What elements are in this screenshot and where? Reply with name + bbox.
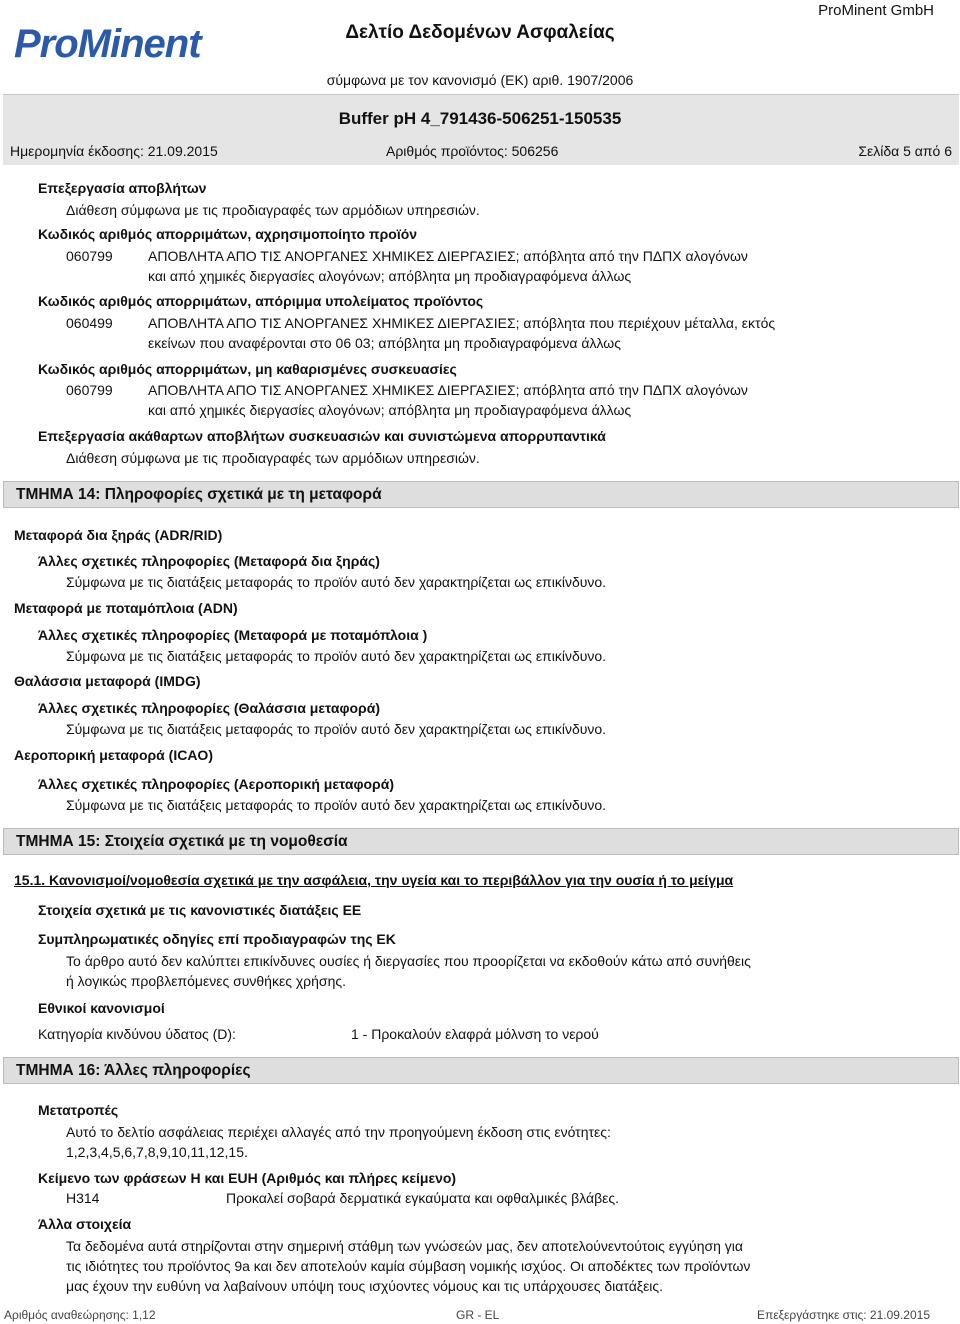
unused-line2: και από χημικές διεργασίες αλογόνων; απόβλητα μη προδιαγραφόμενα άλλως: [148, 268, 632, 284]
company-name: ProMinent GmbH: [818, 2, 934, 19]
icao-heading: Αεροπορική μεταφορά (ICAO): [14, 747, 213, 763]
section-15-title: ΤΜΗΜΑ 15: Στοιχεία σχετικά με τη νομοθεσία: [16, 833, 348, 850]
national-heading: Εθνικοί κανονισμοί: [38, 1000, 165, 1016]
section-15-header: [3, 828, 959, 855]
logo-text: ProMinent: [14, 22, 201, 66]
adr-not-dangerous: Σύμφωνα με τις διατάξεις μεταφοράς το προϊόν αυτό δεν χαρακτηρίζεται ως επικίνδυνο.: [66, 574, 607, 590]
section-14-header: [3, 481, 959, 508]
waste-disposal: Διάθεση σύμφωνα με τις προδιαγραφές των αρμόδιων υπηρεσιών.: [66, 202, 480, 218]
contaminated-heading: Επεξεργασία ακάθαρτων αποβλήτων συσκευασιών και συνιστώμενα απορρυπαντικά: [38, 428, 606, 444]
eu-regulations-heading: Στοιχεία σχετικά με τις κανονιστικές διατάξεις ΕΕ: [38, 902, 362, 918]
icao-not-dangerous: Σύμφωνα με τις διατάξεις μεταφοράς το προϊόν αυτό δεν χαρακτηρίζεται ως επικίνδυνο.: [66, 797, 607, 813]
adr-other: Άλλες σχετικές πληροφορίες (Μεταφορά δια ξηράς): [38, 553, 380, 569]
icao-other: Άλλες σχετικές πληροφορίες (Αεροπορική μεταφορά): [38, 776, 394, 792]
residue-heading: Κωδικός αριθμός απορριμάτων, απόριμμα υπολείματος προϊόντος: [38, 293, 484, 309]
other-line2: τις ιδιότητες του προϊόντος 9a και δεν αποτελούν καμία σύμβαση νομικής ισχύος. Οι αποδέκτες των προϊόντων: [66, 1258, 751, 1274]
page-number: Σελίδα 5 από 6: [858, 143, 952, 159]
residue-line1: ΑΠΟΒΛΗΤΑ ΑΠΟ ΤΙΣ ΑΝΟΡΓΑΝΕΣ ΧΗΜΙΚΕΣ ΔΙΕΡΓΑΣΙΕΣ; απόβλητα που περιέχουν μέταλλα, εκτός: [148, 315, 776, 331]
packaging-line2: και από χημικές διεργασίες αλογόνων; απόβλητα μη προδιαγραφόμενα άλλως: [148, 402, 632, 418]
supplementary-heading: Συμπληρωματικές οδηγίες επί προδιαγραφών της ΕΚ: [38, 931, 396, 947]
adr-heading: Μεταφορά δια ξηράς (ADR/RID): [14, 527, 223, 543]
contaminated-text: Διάθεση σύμφωνα με τις προδιαγραφές των αρμόδιων υπηρεσιών.: [66, 450, 480, 466]
section-16-title: ΤΜΗΜΑ 16: Άλλες πληροφορίες: [16, 1062, 251, 1079]
subsection-15-1: 15.1. Κανονισμοί/νομοθεσία σχετικά με την ασφάλεια, την υγεία και το περιβάλλον για την ουσία ή το μείγμα: [14, 872, 734, 888]
unused-heading: Κωδικός αριθμός απορριμάτων, αχρησιμοποίητο προϊόν: [38, 226, 418, 242]
wgk-value: 1 - Προκαλούν ελαφρά μόλνση το νερού: [351, 1026, 599, 1042]
adn-heading: Μεταφορά με ποταμόπλοια (ADN): [14, 600, 238, 616]
unused-code: 060799: [66, 248, 113, 264]
other-heading: Άλλα στοιχεία: [38, 1216, 132, 1232]
phrases-heading: Κείμενο των φράσεων H και EUH (Αριθμός και πλήρες κείμενο): [38, 1170, 457, 1186]
other-line1: Τα δεδομένα αυτά στηρίζονται στην σημερινή στάθμη των γνώσεών μας, δεν αποτελούνεντούτοις εγγύηση για: [66, 1238, 743, 1254]
section-14-title: ΤΜΗΜΑ 14: Πληροφορίες σχετικά με τη μεταφορά: [16, 486, 382, 503]
adn-other: Άλλες σχετικές πληροφορίες (Μεταφορά με ποταμόπλοια ): [38, 627, 428, 643]
h-text: Προκαλεί σοβαρά δερματικά εγκαύματα και οφθαλμικές βλάβες.: [226, 1190, 620, 1206]
imdg-heading: Θαλάσσια μεταφορά (IMDG): [14, 673, 201, 689]
wgk-label: Κατηγορία κινδύνου ύδατος (D):: [38, 1026, 236, 1042]
residue-code: 060499: [66, 315, 113, 331]
packaging-line1: ΑΠΟΒΛΗΤΑ ΑΠΟ ΤΙΣ ΑΝΟΡΓΑΝΕΣ ΧΗΜΙΚΕΣ ΔΙΕΡΓΑΣΙΕΣ; απόβλητα από την ΠΔΠΧ αλογόνων: [148, 382, 748, 398]
supplementary-line1: Το άρθρο αυτό δεν καλύπτει επικίνδυνες ουσίες ή διεργασίες που προορίζεται να εκδοθούν κάτω από συνήθεις: [66, 953, 751, 969]
product-number: Αριθμός προϊόντος: 506256: [386, 143, 559, 159]
document-title: Δελτίο Δεδομένων Ασφαλείας: [345, 22, 615, 43]
footer-revision: Αριθμός αναθεώρησης: 1,12: [4, 1308, 156, 1322]
packaging-heading: Κωδικός αριθμός απορριμάτων, μη καθαρισμένες συσκευασίες: [38, 361, 457, 377]
waste-heading: Επεξεργασία αποβλήτων: [38, 180, 207, 196]
footer-processed: Επεξεργάστηκε στις: 21.09.2015: [757, 1308, 930, 1322]
changes-line1: Αυτό το δελτίο ασφάλειας περιέχει αλλαγές από την προηγούμενη έκδοση στις ενότητες:: [66, 1124, 611, 1140]
residue-line2: εκείνων που αναφέρονται στο 06 03; απόβλητα μη προδιαγραφόμενα άλλως: [148, 335, 621, 351]
changes-heading: Μετατροπές: [38, 1102, 119, 1118]
other-line3: μας έχουν την ευθύνη να λαβαίνουν υπόψη τους ισχύοντες νόμους και τις υπάρχουσες διατάξεις.: [66, 1278, 664, 1294]
imdg-other: Άλλες σχετικές πληροφορίες (Θαλάσσια μεταφορά): [38, 700, 380, 716]
h-code: H314: [66, 1190, 100, 1206]
changes-line2: 1,2,3,4,5,6,7,8,9,10,11,12,15.: [66, 1144, 248, 1160]
footer-language: GR - EL: [456, 1308, 500, 1322]
imdg-not-dangerous: Σύμφωνα με τις διατάξεις μεταφοράς το προϊόν αυτό δεν χαρακτηρίζεται ως επικίνδυνο.: [66, 721, 607, 737]
issue-date: Ημερομηνία έκδοσης: 21.09.2015: [10, 143, 218, 159]
adn-not-dangerous: Σύμφωνα με τις διατάξεις μεταφοράς το προϊόν αυτό δεν χαρακτηρίζεται ως επικίνδυνο.: [66, 648, 607, 664]
supplementary-line2: ή λογικώς προβλεπόμενες συνθήκες χρήσης.: [66, 973, 346, 989]
packaging-code: 060799: [66, 382, 113, 398]
product-name: Buffer pH 4_791436-506251-150535: [338, 109, 622, 128]
regulation-subtitle: σύμφωνα με τον κανονισμό (ΕΚ) αριθ. 1907/2006: [326, 72, 634, 88]
section-16-header: [3, 1057, 959, 1084]
unused-line1: ΑΠΟΒΛΗΤΑ ΑΠΟ ΤΙΣ ΑΝΟΡΓΑΝΕΣ ΧΗΜΙΚΕΣ ΔΙΕΡΓΑΣΙΕΣ; απόβλητα από την ΠΔΠΧ αλογόνων: [148, 248, 748, 264]
